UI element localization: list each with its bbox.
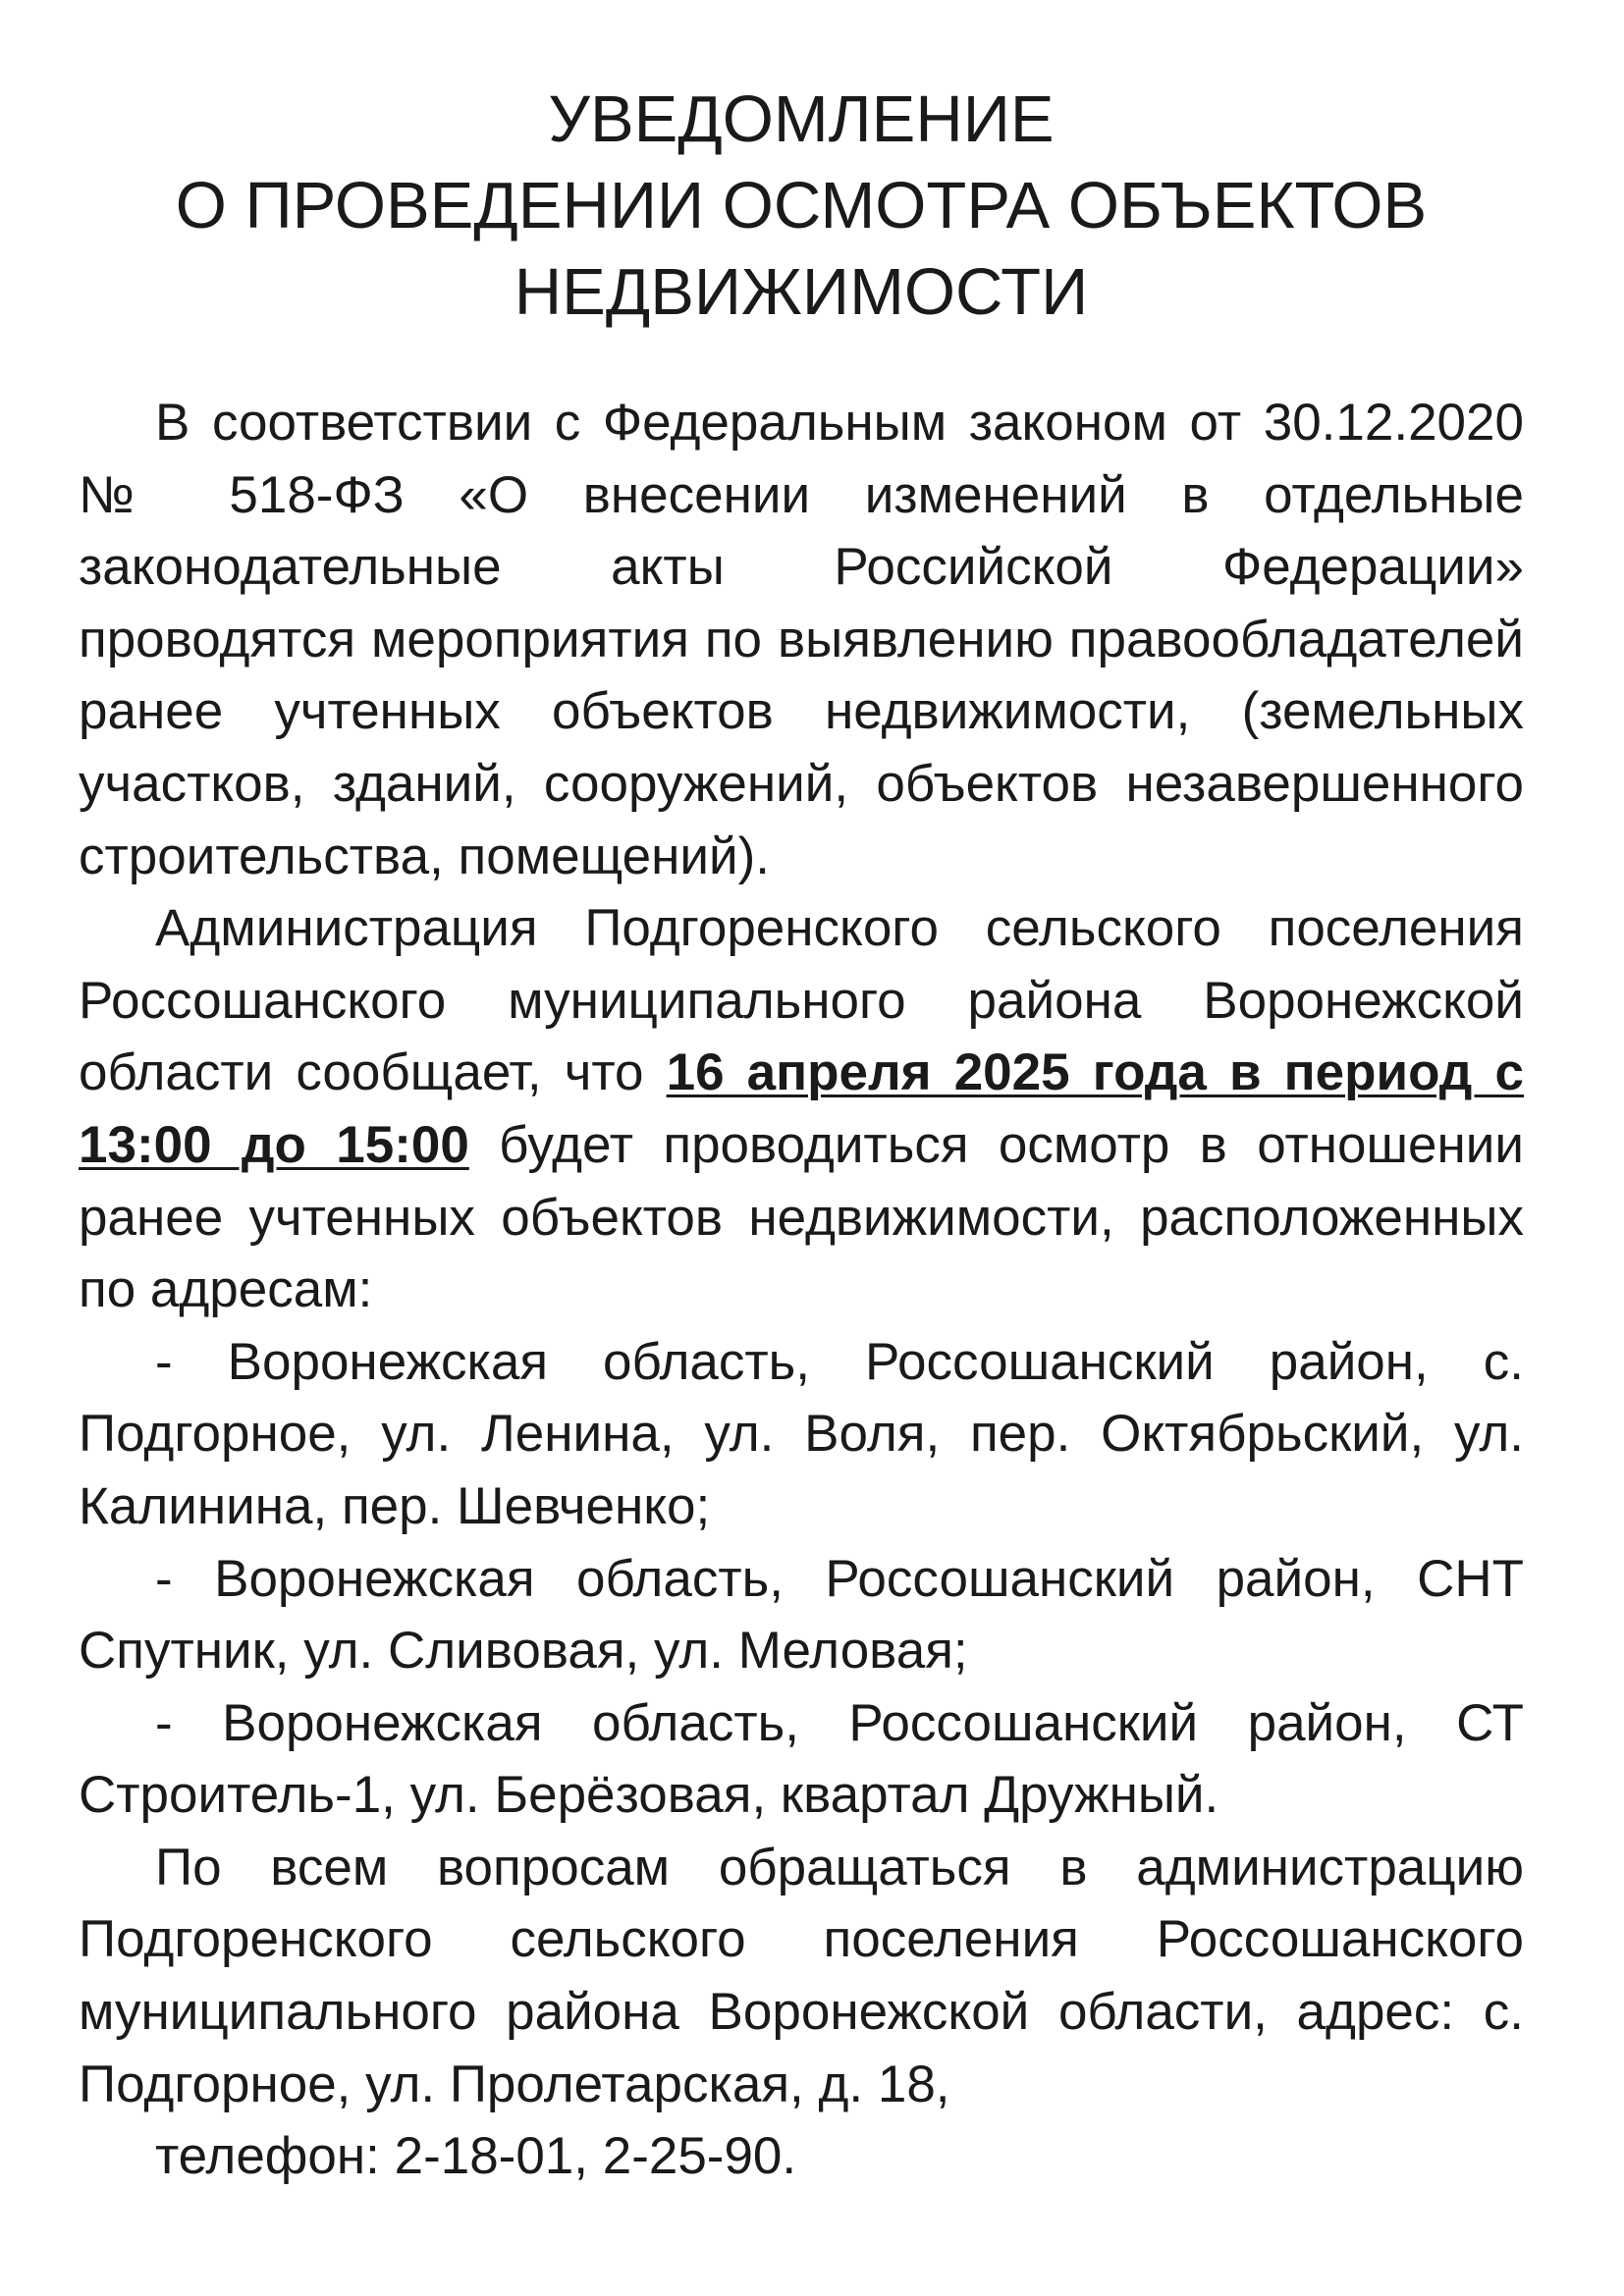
phone-line: телефон: 2-18-01, 2-25-90. (155, 2127, 797, 2186)
address-item-2: - Воронежская область, Россошанский район, СНТ Спутник, ул. Сливовая, ул. Меловая; (79, 1549, 1524, 1681)
paragraph-intro: В соответствии с Федеральным законом от 30.12.2020 № 518-ФЗ «О внесении изменений в отдельные законодательные акты Российской Федерации» проводятся мероприятия по выявлению правообладателей ранее учтенных объектов недвижимости, (земельных участков, зданий, сооружений, объектов незавершенного строительства, помещений). (79, 394, 1524, 885)
title-line-3: НЕДВИЖИМОСТИ (514, 255, 1089, 329)
announcement-text-after: будет проводиться осмотр в отношении ранее учтенных объектов недвижимости, расположенных по адресам: (79, 1115, 1524, 1319)
address-item-3: - Воронежская область, Россошанский район, СТ Строитель-1, ул. Берёзовая, квартал Дружный. (79, 1693, 1524, 1825)
document-title (79, 77, 1524, 336)
inspection-date-time: 16 апреля 2025 года в период с 13:00 до 15:00 (79, 1043, 1524, 1174)
title-line-1: УВЕДОМЛЕНИЕ (548, 82, 1055, 156)
paragraph-announcement (79, 892, 1524, 1326)
announcement-text-before: Администрация Подгоренского сельского поселения Россошанского муниципального района Воронежской области сообщает, что (79, 899, 1524, 1102)
document-body (79, 387, 1524, 2193)
paragraph-contact: По всем вопросам обращаться в администрацию Подгоренского сельского поселения Россошанского муниципального района Воронежской области, адрес: с. Подгорное, ул. Пролетарская, д. 18, (79, 1838, 1524, 2113)
title-line-2: О ПРОВЕДЕНИИ ОСМОТРА ОБЪЕКТОВ (175, 169, 1428, 242)
notice-document (79, 77, 1524, 2193)
address-item-1: - Воронежская область, Россошанский район, с. Подгорное, ул. Ленина, ул. Воля, пер. Октябрьский, ул. Калинина, пер. Шевченко; (79, 1332, 1524, 1535)
